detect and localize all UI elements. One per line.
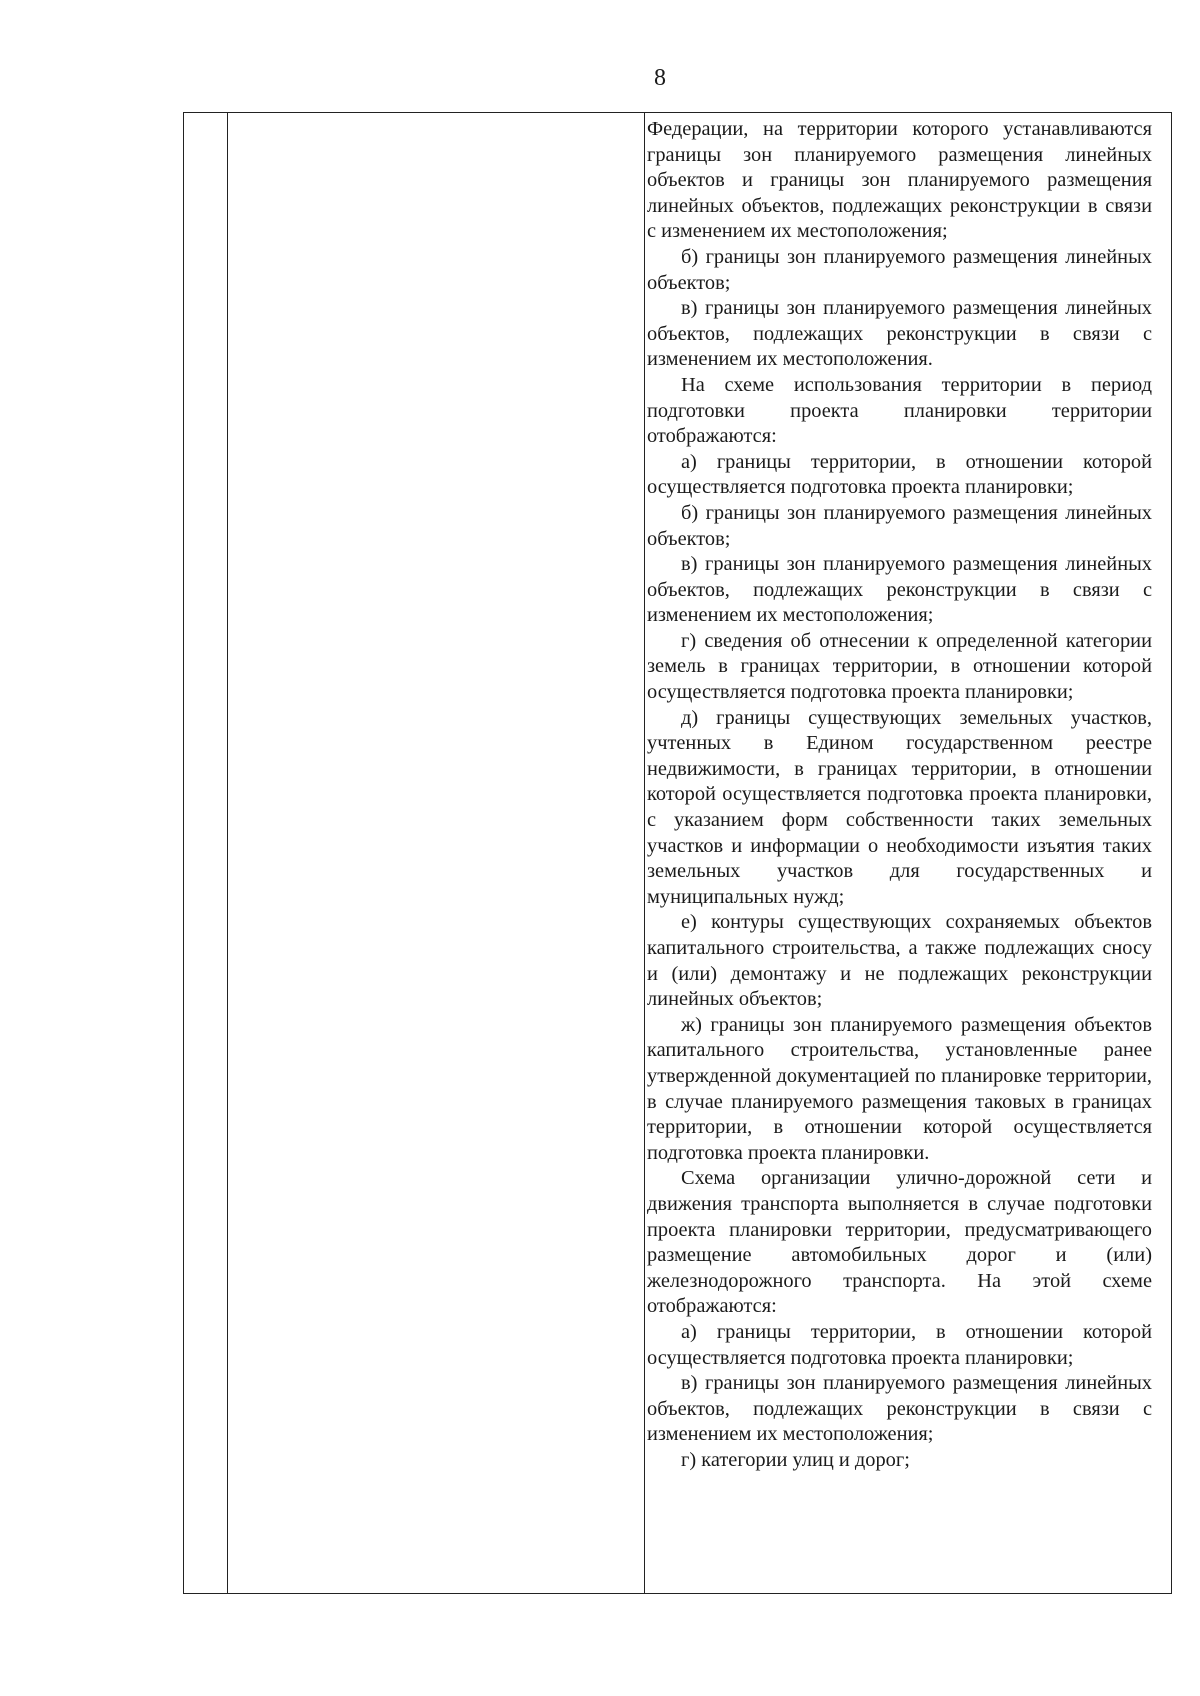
list-item-g: г) категории улиц и дорог; xyxy=(681,1448,910,1471)
paragraph: На схеме использования территории в период подготовки проекта планировки территории отображаются: xyxy=(647,373,1152,448)
list-item-v: в) границы зон планируемого размещения линейных объектов, подлежащих реконструкции в связи с изменением их местоположения; xyxy=(647,553,1152,627)
table-column-divider xyxy=(644,113,645,1593)
list-item-a: а) границы территории, в отношении которой осуществляется подготовка проекта планировки; xyxy=(647,450,1152,499)
paragraph: Федерации, на территории которого устанавливаются границы зон планируемого размещения линейных объектов и границы зон планируемого размещения линейных объектов, подлежащих реконструкции в связи с изменением их местоположения; xyxy=(647,118,1152,243)
page-number: 8 xyxy=(654,65,666,91)
table-column-divider xyxy=(227,113,228,1593)
list-item-b: б) границы зон планируемого размещения линейных объектов; xyxy=(647,245,1152,294)
document-table xyxy=(183,112,1172,1594)
list-item-a: а) границы территории, в отношении которой осуществляется подготовка проекта планировки; xyxy=(647,1320,1152,1369)
list-item-d: д) границы существующих земельных участков, учтенных в Едином государственном реестре недвижимости, в границах территории, в отношении которой осуществляется подготовка проекта планировки, с указанием форм собственности таких земельных участков и информации о необходимости изъятия таких земельных участков для государственных и муниципальных нужд; xyxy=(647,706,1152,908)
list-item-v: в) границы зон планируемого размещения линейных объектов, подлежащих реконструкции в связи с изменением их местоположения. xyxy=(647,297,1152,371)
list-item-e: е) контуры существующих сохраняемых объектов капитального строительства, а также подлежащих сносу и (или) демонтажу и не подлежащих реконструкции линейных объектов; xyxy=(647,911,1152,1011)
paragraph: Схема организации улично-дорожной сети и движения транспорта выполняется в случае подготовки проекта планировки территории, предусматривающего размещение автомобильных дорог и (или) железнодорожного транспорта. На этой схеме отображаются: xyxy=(647,1167,1152,1318)
table-content-cell xyxy=(647,117,1152,1473)
list-item-zh: ж) границы зон планируемого размещения объектов капитального строительства, установленные ранее утвержденной документацией по планировке территории, в случае планируемого размещения таковых в границах территории, в отношении которой осуществляется подготовка проекта планировки. xyxy=(647,1013,1152,1164)
list-item-b: б) границы зон планируемого размещения линейных объектов; xyxy=(647,501,1152,550)
list-item-v: в) границы зон планируемого размещения линейных объектов, подлежащих реконструкции в связи с изменением их местоположения; xyxy=(647,1372,1152,1446)
list-item-g: г) сведения об отнесении к определенной категории земель в границах территории, в отношении которой осуществляется подготовка проекта планировки; xyxy=(647,629,1152,704)
